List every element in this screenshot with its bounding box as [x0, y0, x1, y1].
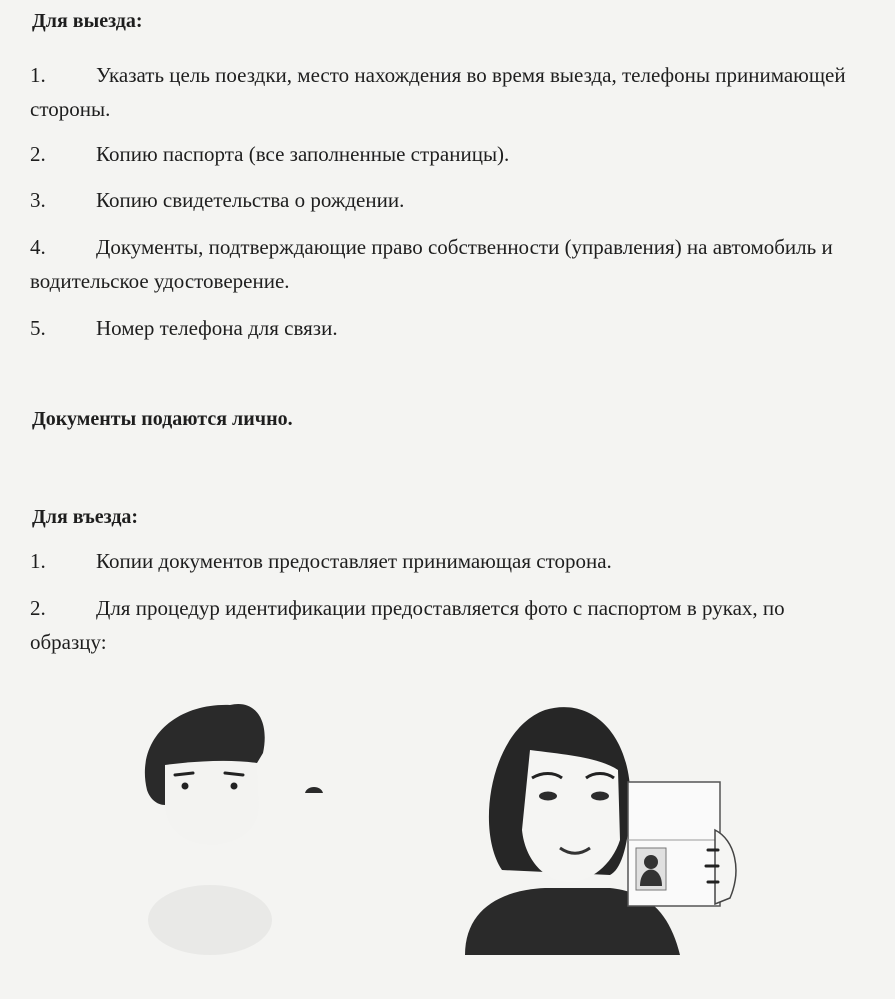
item-number: 1. [30, 63, 46, 87]
item-number: 2. [30, 596, 46, 620]
item-text: Для процедур идентификации предоставляется фото с паспортом в руках, по образцу: [30, 596, 785, 654]
entry-item-1 [30, 544, 865, 578]
exit-item-5 [30, 311, 865, 345]
man-avatar-icon [135, 695, 335, 995]
entry-item-2 [30, 591, 865, 659]
item-text: Копии документов предоставляет принимающая сторона. [96, 549, 612, 573]
item-text: Копию свидетельства о рождении. [96, 188, 405, 212]
exit-heading: Для выезда: [32, 10, 143, 32]
item-text: Документы, подтверждающие право собственности (управления) на автомобиль и водительское удостоверение. [30, 235, 833, 293]
item-number: 1. [30, 549, 46, 573]
item-text: Копию паспорта (все заполненные страницы). [96, 142, 510, 166]
item-number: 2. [30, 142, 46, 166]
item-number: 3. [30, 188, 46, 212]
exit-item-2 [30, 137, 865, 171]
exit-item-4 [30, 230, 865, 298]
item-text: Номер телефона для связи. [96, 316, 338, 340]
personal-note: Документы подаются лично. [32, 408, 293, 430]
item-number: 4. [30, 235, 46, 259]
exit-item-1 [30, 58, 865, 126]
exit-item-3 [30, 183, 865, 217]
woman-with-passport-icon [460, 700, 760, 960]
item-number: 5. [30, 316, 46, 340]
entry-heading: Для въезда: [32, 506, 139, 528]
item-text: Указать цель поездки, место нахождения во время выезда, телефоны принимающей стороны. [30, 63, 846, 121]
